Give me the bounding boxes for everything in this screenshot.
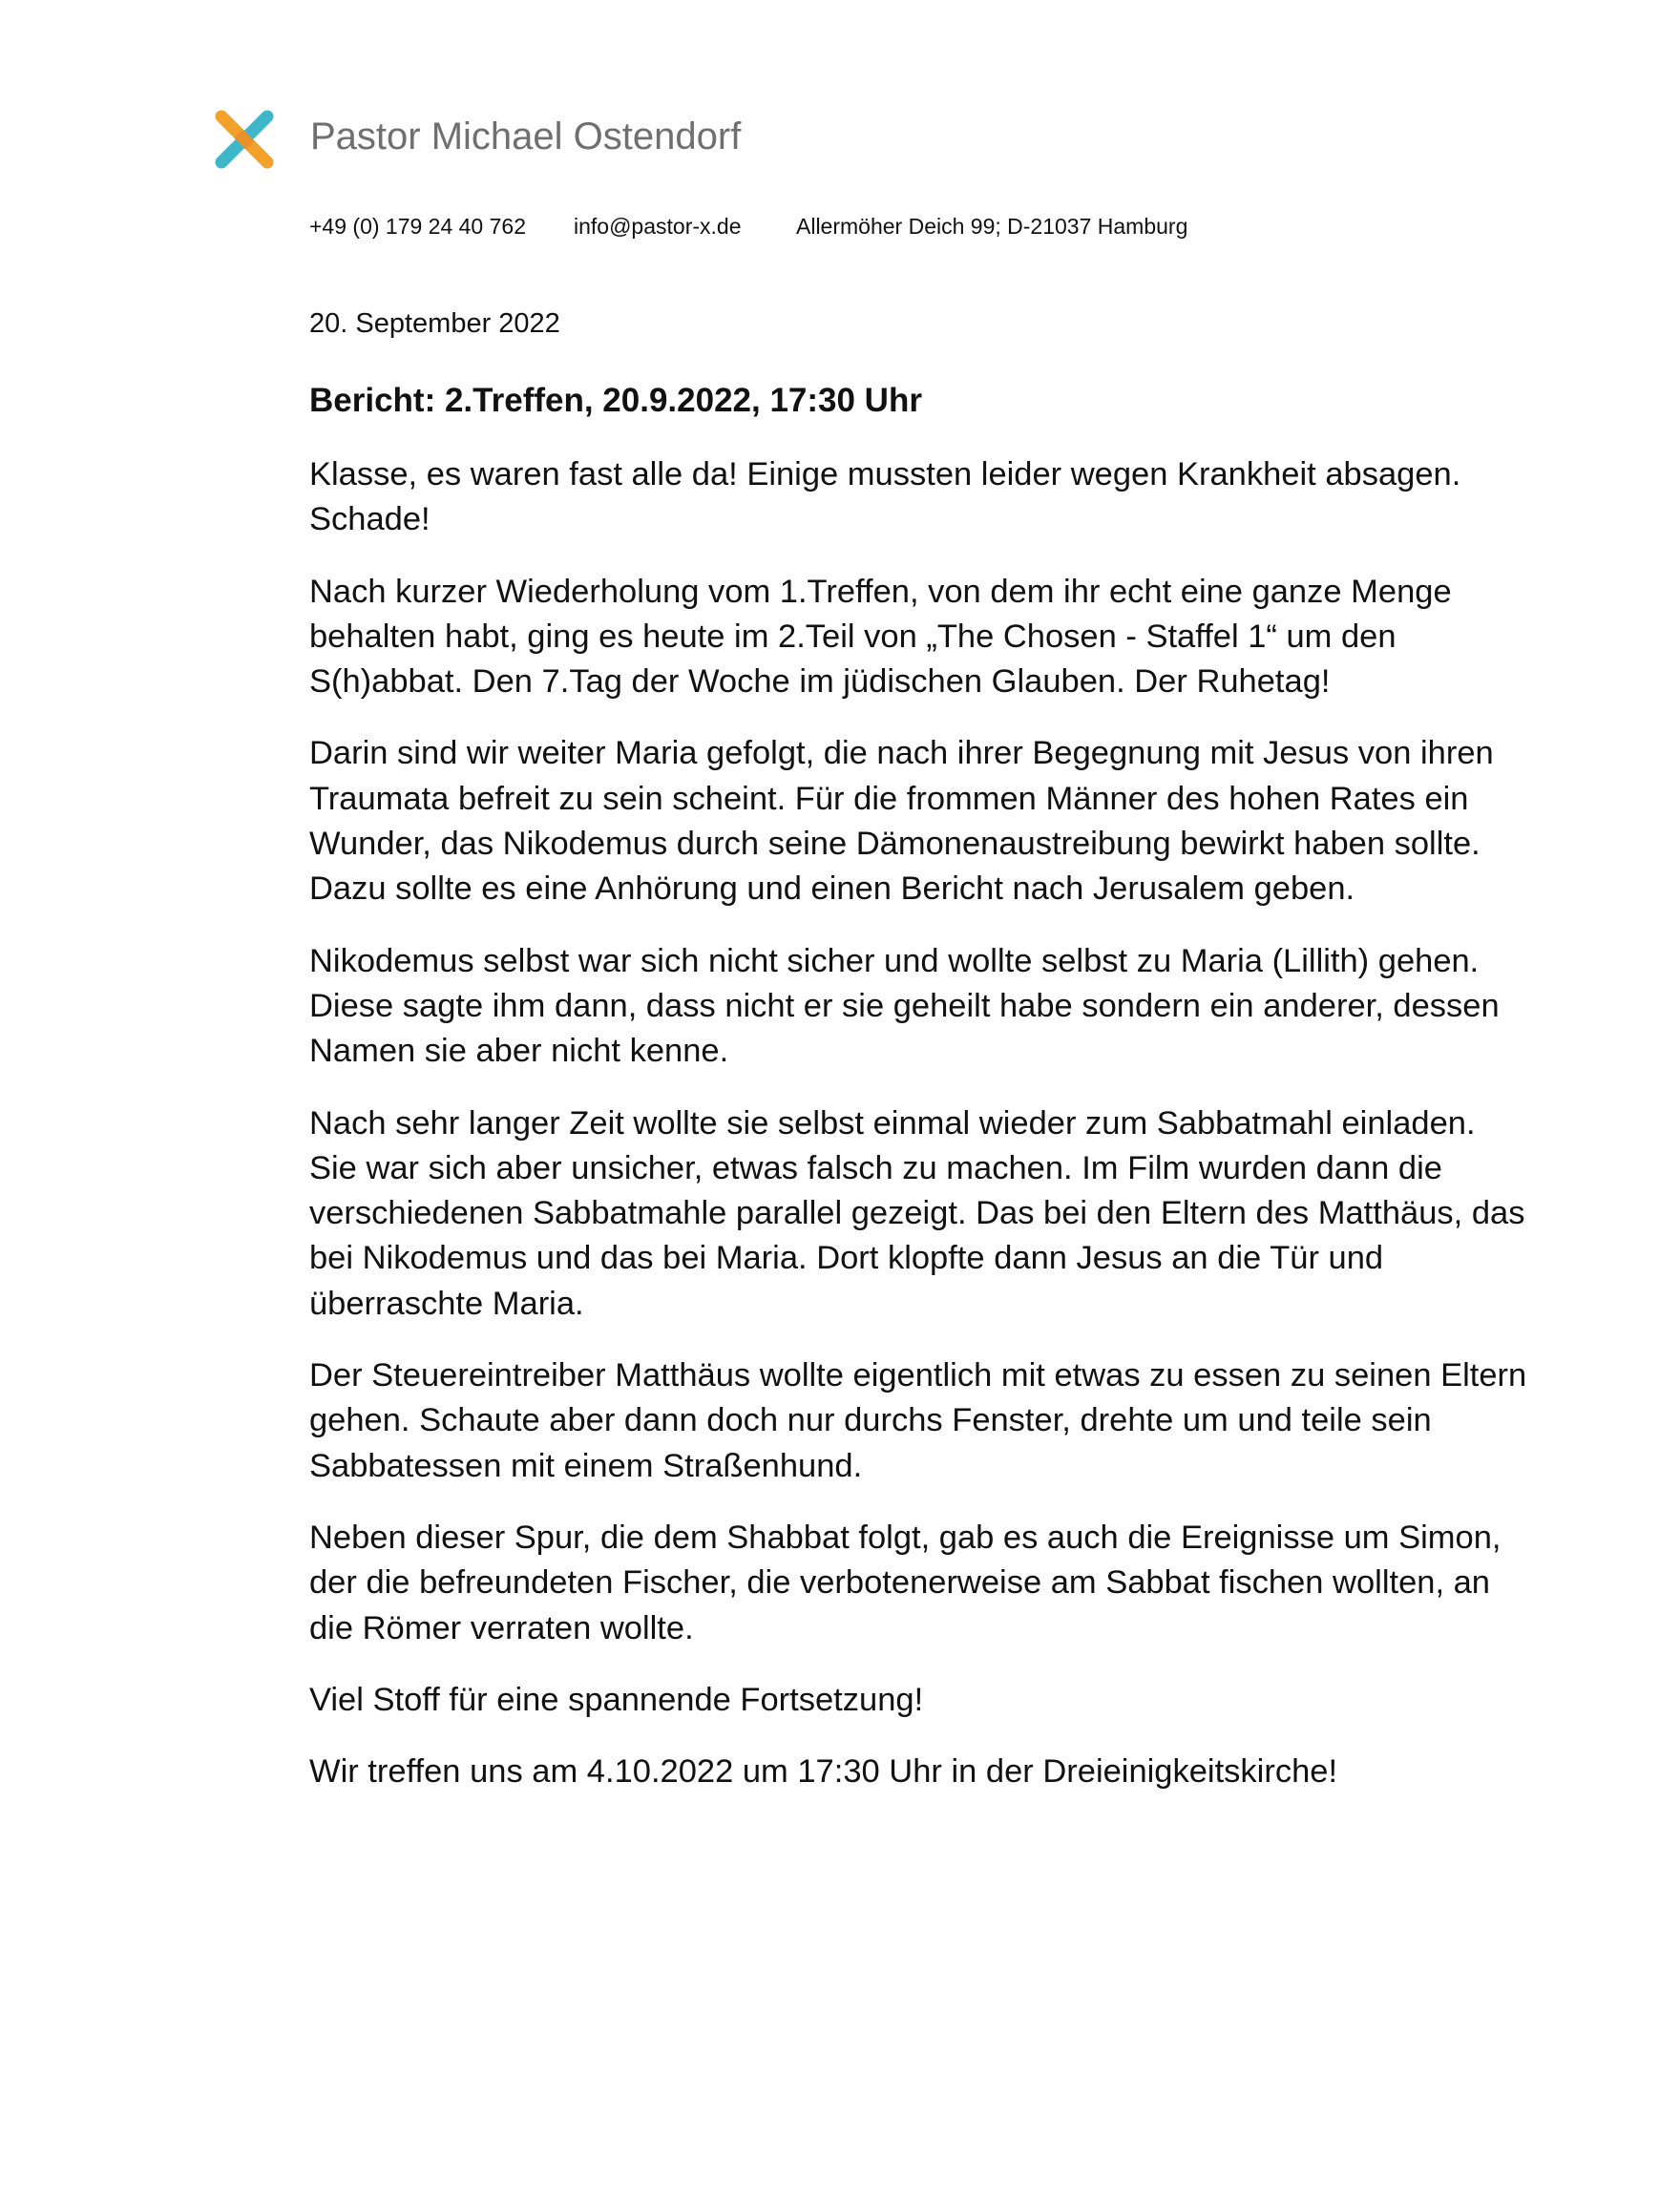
letter-date: 20. September 2022 <box>309 308 560 339</box>
letter-body <box>309 452 1531 1821</box>
paragraph: Der Steuereintreiber Matthäus wollte eigentlich mit etwas zu essen zu seinen Eltern gehen. Schaute aber dann doch nur durchs Fenster, drehte um und teile sein Sabbatessen mit einem Straßenhund. <box>309 1357 1527 1484</box>
contact-line <box>309 212 1502 241</box>
letterhead <box>212 107 1548 183</box>
paragraph: Nikodemus selbst war sich nicht sicher und wollte selbst zu Maria (Lillith) gehen. Diese sagte ihm dann, dass nicht er sie geheilt habe sondern ein anderer, dessen Namen sie aber nicht kenne. <box>309 942 1500 1070</box>
paragraph: Darin sind wir weiter Maria gefolgt, die nach ihrer Begegnung mit Jesus von ihren Traumata befreit zu sein scheint. Für die frommen Männer des hohen Rates ein Wunder, das Nikodemus durch seine Dämonenaustreibung bewirkt haben sollte. Dazu sollte es eine Anhörung und einen Bericht nach Jerusalem geben. <box>309 735 1494 908</box>
contact-phone: +49 (0) 179 24 40 762 <box>309 214 526 239</box>
paragraph: Nach kurzer Wiederholung vom 1.Treffen, von dem ihr echt eine ganze Menge behalten habt, ging es heute im 2.Teil von „The Chosen - Staffel 1“ um den S(h)abbat. Den 7.Tag der Woche im jüdischen Glauben. Der Ruhetag! <box>309 573 1452 701</box>
paragraph: Nach sehr langer Zeit wollte sie selbst einmal wieder zum Sabbatmahl einladen. Sie war sich aber unsicher, etwas falsch zu machen. Im Film wurden dann die verschiedenen Sabbatmahle parallel gezeigt. Das bei den Eltern des Matthäus, das bei Nikodemus und das bei Maria. Dort klopfte dann Jesus an die Tür und überraschte Maria. <box>309 1104 1525 1322</box>
contact-email[interactable]: info@pastor-x.de <box>574 214 742 239</box>
paragraph: Wir treffen uns am 4.10.2022 um 17:30 Uhr in der Dreieinigkeitskirche! <box>309 1753 1338 1791</box>
letter-subject: Bericht: 2.Treffen, 20.9.2022, 17:30 Uhr <box>309 382 922 419</box>
sender-name: Pastor Michael Ostendorf <box>310 115 742 157</box>
paragraph: Klasse, es waren fast alle da! Einige mussten leider wegen Krankheit absagen. Schade! <box>309 456 1461 538</box>
cross-x-logo-icon <box>212 107 277 172</box>
paragraph: Neben dieser Spur, die dem Shabbat folgt, gab es auch die Ereignisse um Simon, der die befreundeten Fischer, die verbotenerweise am Sabbat fischen wollten, an die Römer verraten wollte. <box>309 1519 1502 1646</box>
paragraph: Viel Stoff für eine spannende Fortsetzung! <box>309 1681 924 1718</box>
contact-address: Allermöher Deich 99; D-21037 Hamburg <box>796 214 1188 239</box>
